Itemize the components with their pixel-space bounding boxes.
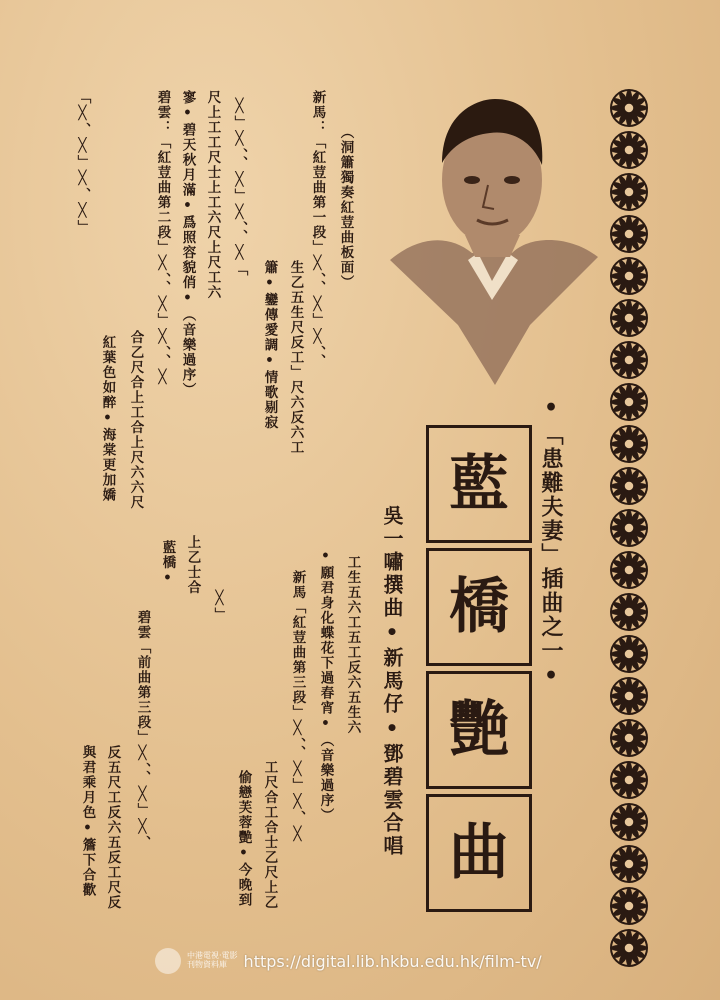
flower-ornament-icon	[609, 466, 649, 506]
watermark-org-line1: 中港電視·電影	[187, 951, 238, 961]
library-logo-icon	[155, 948, 181, 974]
text-column-13: 上乙士合	[184, 535, 201, 595]
watermark-org-line2: 刊物資料庫	[187, 960, 227, 969]
flower-ornament-icon	[609, 172, 649, 212]
subtitle: •「患難夫妻」插曲之一•	[538, 395, 564, 691]
title-char-3: 艷	[449, 695, 509, 765]
watermark-org	[187, 952, 238, 970]
flower-ornament-icon	[609, 214, 649, 254]
text-column-8: 碧雲：「紅荳曲第二段」╳、、╳」╳、、╳	[154, 90, 171, 387]
text-column-9: 合乙尺合上工合上尺六六尺	[127, 330, 144, 510]
text-column-3: 生乙五生尺反工」尺六反六工	[287, 260, 304, 455]
flower-ornament-icon	[609, 592, 649, 632]
flower-ornament-icon	[609, 88, 649, 128]
text-column-1: （洞簫獨奏紅荳曲板面）	[337, 125, 354, 290]
flower-ornament-icon	[609, 340, 649, 380]
text-column-10: 紅葉色如醉•海棠更加嬌	[99, 335, 116, 503]
flower-ornament-icon	[609, 676, 649, 716]
text-column-18: 工生五六工五工反六五生六	[344, 555, 361, 735]
title-char-4: 曲	[449, 818, 509, 888]
singer-portrait	[380, 85, 605, 390]
text-column-22: 偷戀芙蓉艷•今晚到	[235, 770, 252, 908]
flower-ornament-icon	[609, 634, 649, 674]
text-column-2: 新馬：「紅荳曲第一段」╳、、╳」╳、、	[309, 90, 326, 369]
flower-ornament-icon	[609, 886, 649, 926]
text-column-11: 「╳、╳」╳、╳」	[74, 90, 91, 235]
flower-ornament-icon	[609, 298, 649, 338]
text-column-17: 與君乘月色•簷下合歡	[79, 745, 96, 898]
flower-ornament-icon	[609, 550, 649, 590]
title-char-1: 藍	[449, 449, 509, 519]
watermark-url-link[interactable]: https://digital.lib.hkbu.edu.hk/film-tv/	[243, 951, 542, 971]
flower-ornament-icon	[609, 256, 649, 296]
text-column-12: ╳」	[211, 590, 228, 623]
flower-ornament-icon	[609, 928, 649, 968]
flower-ornament-icon	[609, 718, 649, 758]
text-column-16: 反五尺工反六五反工尺反	[104, 745, 121, 910]
title-box-2	[426, 548, 532, 666]
flower-ornament-icon	[609, 382, 649, 422]
text-column-7: 寥•碧天秋月滿•爲照容貌俏•（音樂過序）	[179, 90, 196, 398]
text-column-15: 碧雲「前曲第三段」╳、、╳」╳、	[134, 610, 151, 851]
title-box-4	[426, 794, 532, 912]
flower-border	[606, 88, 652, 968]
title-box-3	[426, 671, 532, 789]
title-box-1	[426, 425, 532, 543]
text-column-14: 藍橋•	[159, 540, 176, 588]
flower-ornament-icon	[609, 130, 649, 170]
flower-ornament-icon	[609, 424, 649, 464]
library-watermark	[155, 948, 542, 974]
flower-ornament-icon	[609, 802, 649, 842]
flower-ornament-icon	[609, 508, 649, 548]
flower-ornament-icon	[609, 760, 649, 800]
text-column-4: 簫•鑾傳愛調•情歌剔寂	[261, 260, 278, 430]
credit-line: 吳一嘯撰曲•新馬仔•鄧碧雲合唱	[380, 505, 404, 858]
text-column-21: 工尺合工合士乙尺上乙	[261, 760, 278, 910]
text-column-5: ╳」╳、、╳」╳、、╳「	[231, 98, 248, 277]
flower-ornament-icon	[609, 844, 649, 884]
title-char-2: 橋	[449, 572, 509, 642]
text-column-6: 尺上工工尺士上工六尺上尺工六	[204, 90, 221, 300]
text-column-19: •願君身化蝶花下過春宵•（音樂過序）	[317, 548, 334, 823]
text-column-20: 新馬「紅荳曲第三段」╳、、╳」╳、╳	[289, 570, 306, 844]
